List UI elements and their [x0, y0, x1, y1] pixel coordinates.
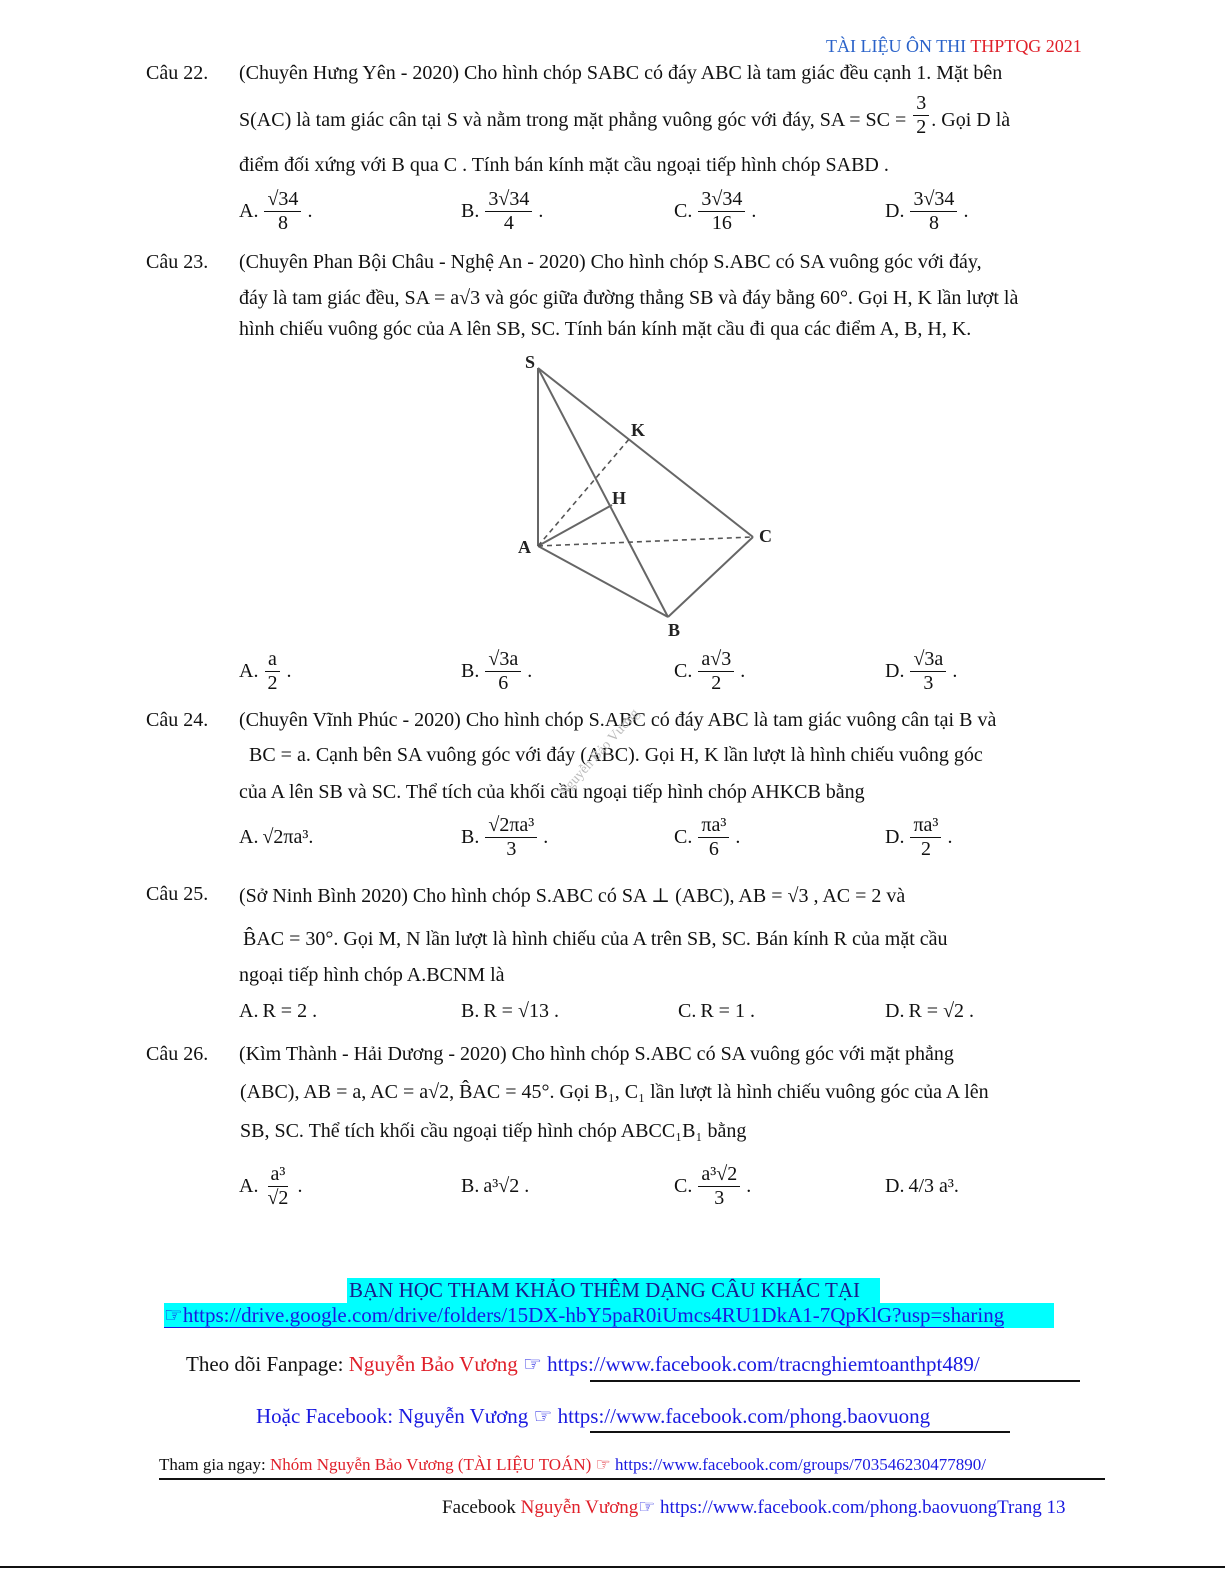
- question-line: [239, 92, 1011, 139]
- fanpage-name: Nguyễn Bảo Vương: [348, 1352, 518, 1376]
- question-line: (Kìm Thành - Hải Dương - 2020) Cho hình chóp S.ABC có SA vuông góc với mặt phẳng: [239, 1043, 954, 1065]
- edge-sc: [538, 368, 753, 537]
- option-label: C.: [678, 1000, 697, 1022]
- segment-ah: [538, 505, 612, 546]
- question-number: Câu 26.: [146, 1043, 209, 1065]
- group-line: [159, 1455, 986, 1475]
- option-a[interactable]: [239, 826, 313, 849]
- option-a[interactable]: A. $\frac{\text{a³}}{√2}$ .: [239, 1163, 303, 1209]
- question-line: điểm đối xứng với B qua C . Tính bán kính mặt cầu ngoại tiếp hình chóp SABD .: [239, 154, 889, 176]
- bottom-rule: [0, 1566, 1225, 1568]
- option-d[interactable]: D. $\frac{\text{πa³}}{2}$ .: [885, 814, 953, 860]
- edge-ac-hidden: [538, 537, 753, 546]
- answer-options: [239, 648, 1139, 698]
- option-label: B.: [461, 660, 480, 682]
- option-label: D.: [885, 1175, 905, 1197]
- fraction-denominator: 6: [498, 672, 509, 694]
- option-label: B.: [461, 1000, 480, 1022]
- question-number: Câu 25.: [146, 883, 209, 905]
- fraction-numerator: 3: [913, 92, 929, 116]
- page-number: Trang 13: [997, 1497, 1066, 1518]
- option-a[interactable]: A. $\frac{a}{2}$ .: [239, 648, 292, 694]
- fraction-denominator: 2: [711, 672, 722, 694]
- fraction-denominator: 2: [267, 672, 278, 694]
- question-24: [146, 709, 1136, 879]
- fraction-denominator: 2: [916, 116, 927, 138]
- option-label: C.: [674, 200, 693, 222]
- option-label: D.: [885, 660, 905, 682]
- question-text: S(AC) là tam giác cân tại S và nằm trong mặt phẳng vuông góc với đáy, SA = SC =: [239, 109, 907, 132]
- fraction-numerator: a³: [268, 1163, 289, 1187]
- question-line: SB, SC. Thể tích khối cầu ngoại tiếp hình chóp ABCC₁B₁ bằng: [240, 1120, 747, 1142]
- fraction-numerator: √34: [264, 188, 301, 212]
- edge-bc: [668, 537, 753, 617]
- option-d[interactable]: [885, 1175, 959, 1198]
- group-label: Tham gia ngay:: [159, 1455, 270, 1474]
- fraction-numerator: πa³: [910, 814, 941, 838]
- edge-sb: [538, 368, 668, 617]
- drive-link-text[interactable]: ☞https://drive.google.com/drive/folders/15DX-hbY5paR0iUmcs4RU1DkA1-7QpKlG?usp=sharing: [164, 1303, 1005, 1327]
- fanpage-link[interactable]: ☞ https://www.facebook.com/tracnghiemtoanthpt489/: [517, 1352, 980, 1376]
- option-label: C.: [674, 1175, 693, 1197]
- option-value: R = 2 .: [262, 1000, 318, 1022]
- fraction-numerator: a³√2: [698, 1163, 740, 1187]
- question-line: ngoại tiếp hình chóp A.BCNM là: [239, 964, 505, 986]
- question-line: hình chiếu vuông góc của A lên SB, SC. Tính bán kính mặt cầu đi qua các điểm A, B, H, K.: [239, 318, 972, 340]
- fraction-numerator: a√3: [698, 648, 734, 672]
- question-26: [146, 1043, 1136, 1223]
- fraction-denominator: 3: [923, 672, 934, 694]
- group-link[interactable]: https://www.facebook.com/groups/703546230477890/: [615, 1455, 987, 1474]
- fraction-numerator: √2πa³: [485, 814, 537, 838]
- label-s: S: [525, 352, 536, 372]
- last-name: Nguyễn Vương: [520, 1497, 639, 1518]
- question-22: [146, 62, 1136, 252]
- option-d[interactable]: [885, 1000, 974, 1023]
- fraction-numerator: 3√34: [485, 188, 532, 212]
- last-label: Facebook: [442, 1497, 521, 1518]
- option-value: R = 1 .: [700, 1000, 755, 1022]
- fraction-denominator: 3: [506, 838, 517, 860]
- answer-options: [239, 188, 1139, 238]
- option-label: C.: [674, 826, 693, 848]
- footer-banner: BẠN HỌC THAM KHẢO THÊM DẠNG CÂU KHÁC TẠI: [347, 1278, 880, 1303]
- last-facebook-line: [442, 1496, 1066, 1519]
- last-link[interactable]: ☞ https://www.facebook.com/phong.baovuong: [638, 1497, 998, 1518]
- facebook-line[interactable]: Hoặc Facebook: Nguyễn Vương ☞ https://www.facebook.com/phong.baovuong: [256, 1404, 931, 1428]
- option-label: B.: [461, 200, 480, 222]
- question-text: . Gọi D là: [931, 109, 1011, 132]
- option-label: A.: [239, 200, 259, 222]
- option-label: A.: [239, 1000, 259, 1022]
- question-number: Câu 23.: [146, 251, 209, 273]
- option-b[interactable]: B. $\frac{√3a}{6}$ .: [461, 648, 533, 694]
- option-label: D.: [885, 826, 905, 848]
- group-name: Nhóm Nguyễn Bảo Vương (TÀI LIỆU TOÁN) ☞: [269, 1455, 616, 1474]
- answer-options: [239, 814, 1139, 864]
- option-label: B.: [461, 826, 480, 848]
- fanpage-line: [186, 1352, 980, 1377]
- option-c[interactable]: [678, 1000, 755, 1023]
- option-b[interactable]: [461, 1175, 529, 1198]
- question-line: BC = a. Cạnh bên SA vuông góc với đáy (ABC). Gọi H, K lần lượt là hình chiếu vuông góc: [249, 744, 983, 766]
- option-label: A.: [239, 660, 259, 682]
- option-value: R = √13 .: [483, 1000, 559, 1022]
- option-c[interactable]: C. $\frac{a√3}{2}$ .: [674, 648, 746, 694]
- question-line: (Chuyên Hưng Yên - 2020) Cho hình chóp SABC có đáy ABC là tam giác đều cạnh 1. Mặt bên: [239, 62, 1003, 84]
- divider: [590, 1431, 1010, 1433]
- option-label: B.: [461, 1175, 480, 1197]
- option-b[interactable]: B. $\frac{\text{√2πa³}}{3}$ .: [461, 814, 549, 860]
- option-label: D.: [885, 200, 905, 222]
- header-prefix: TÀI LIỆU ÔN THI: [826, 36, 971, 56]
- option-c[interactable]: C. $\frac{3√34}{16}$ .: [674, 188, 757, 234]
- divider: [590, 1380, 1080, 1382]
- option-a[interactable]: [239, 1000, 317, 1023]
- option-value: 4/3 a³.: [908, 1175, 959, 1197]
- fraction-numerator: √3a: [910, 648, 946, 672]
- option-a[interactable]: A. $\frac{√34}{8}$ .: [239, 188, 313, 234]
- question-25: [146, 883, 1136, 1033]
- fraction-denominator: √2: [267, 1187, 289, 1209]
- fraction-numerator: 3√34: [698, 188, 745, 212]
- fraction-denominator: 8: [928, 212, 939, 234]
- option-d[interactable]: D. $\frac{3√34}{8}$ .: [885, 188, 969, 234]
- question-line: (Sở Ninh Bình 2020) Cho hình chóp S.ABC có SA ⊥ (ABC), AB = √3 , AC = 2 và: [239, 885, 906, 907]
- question-number: Câu 22.: [146, 62, 209, 84]
- option-value: a³√2 .: [483, 1175, 530, 1197]
- option-value: R = √2 .: [908, 1000, 975, 1022]
- label-k: K: [631, 420, 646, 440]
- fraction-numerator: 3√34: [910, 188, 957, 212]
- fraction-denominator: 4: [503, 212, 514, 234]
- fraction-denominator: 2: [920, 838, 931, 860]
- option-b[interactable]: B. $\frac{3√34}{4}$ .: [461, 188, 544, 234]
- fraction-numerator: πa³: [698, 814, 729, 838]
- option-c[interactable]: C. $\frac{\text{a³√2}}{3}$ .: [674, 1163, 752, 1209]
- pyramid-figure: [505, 352, 795, 642]
- question-line: đáy là tam giác đều, SA = a√3 và góc giữa đường thẳng SB và đáy bằng 60°. Gọi H, K lần lượt là: [239, 287, 1019, 309]
- option-b[interactable]: [461, 1000, 559, 1023]
- label-a: A: [518, 537, 531, 557]
- label-b: B: [668, 620, 681, 640]
- option-c[interactable]: C. $\frac{\text{πa³}}{6}$ .: [674, 814, 741, 860]
- question-line: của A lên SB và SC. Thể tích của khối cầu ngoại tiếp hình chóp AHKCB bằng: [239, 781, 865, 803]
- fraction-denominator: 16: [711, 212, 732, 234]
- option-value: √2πa³.: [262, 826, 314, 848]
- question-line: B̂AC = 30°. Gọi M, N lần lượt là hình chiếu của A trên SB, SC. Bán kính R của mặt cầu: [243, 928, 948, 950]
- question-line: (Chuyên Phan Bội Châu - Nghệ An - 2020) Cho hình chóp S.ABC có SA vuông góc với đáy,: [239, 251, 982, 273]
- option-d[interactable]: D. $\frac{√3a}{3}$ .: [885, 648, 958, 694]
- fraction-denominator: 3: [714, 1187, 725, 1209]
- drive-link[interactable]: [164, 1303, 1054, 1328]
- fraction-denominator: 8: [277, 212, 288, 234]
- question-line: (Chuyên Vĩnh Phúc - 2020) Cho hình chóp S.ABC có đáy ABC là tam giác vuông cân tại B và: [239, 709, 997, 731]
- question-line: (ABC), AB = a, AC = a√2, B̂AC = 45°. Gọi B₁, C₁ lần lượt là hình chiếu vuông góc của A lên: [240, 1081, 989, 1103]
- fanpage-label: Theo dõi Fanpage:: [186, 1352, 349, 1376]
- option-label: A.: [239, 826, 259, 848]
- label-c: C: [759, 526, 772, 546]
- divider: [159, 1478, 1105, 1480]
- page-header: [826, 36, 1082, 57]
- option-label: D.: [885, 1000, 905, 1022]
- fraction-denominator: 6: [708, 838, 719, 860]
- fraction-numerator: a: [265, 648, 280, 672]
- answer-options: [239, 1163, 1139, 1213]
- header-highlight: THPTQG 2021: [970, 36, 1082, 56]
- label-h: H: [612, 488, 627, 508]
- fraction-numerator: √3a: [485, 648, 521, 672]
- option-label: A.: [239, 1175, 259, 1197]
- option-label: C.: [674, 660, 693, 682]
- watermark: Nguyễn Bảo Vương: [556, 706, 643, 801]
- question-number: Câu 24.: [146, 709, 209, 731]
